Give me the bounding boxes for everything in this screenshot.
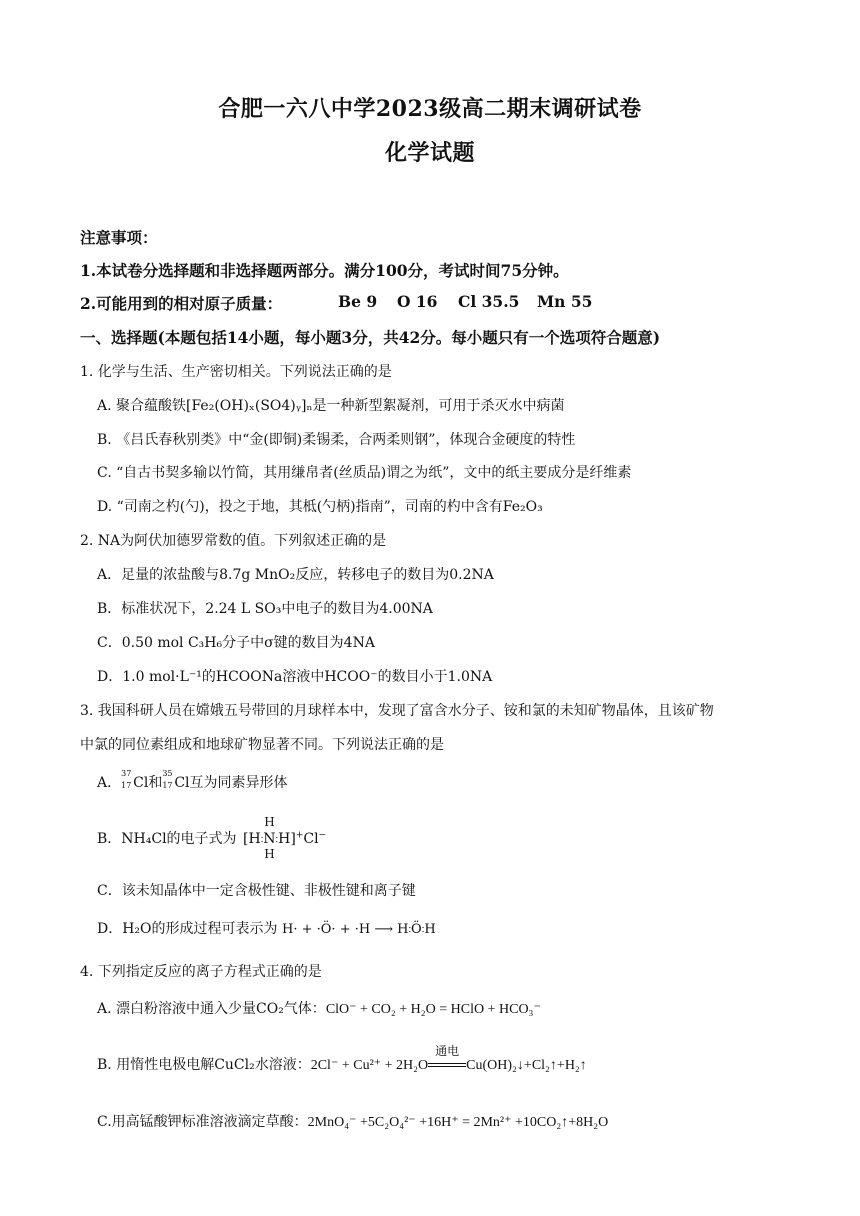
question-3-stem-line-2: 中氯的同位素组成和地球矿物显著不同。下列说法正确的是 (80, 737, 444, 753)
option-b-prefix: B. 用惰性电极电解CuCl₂水溶液： (97, 1057, 311, 1073)
question-3-option-a (97, 769, 288, 792)
option-a-text-1: Cl和 (133, 775, 163, 791)
option-a-equation: ClO⁻ + CO₂ + H₂O = HClO + HCO₃⁻ (325, 1002, 541, 1017)
atomic-mass-cl: Cl 35.5 (458, 292, 520, 311)
option-b-right: Cu(OH)₂↓+Cl₂↑+H₂↑ (466, 1058, 587, 1073)
water-formation-diagram: H· + ·Ö· + ·H ⟶ H∶Ö∶H (281, 922, 436, 937)
option-d-prefix: D．H₂O的形成过程可表示为 (97, 921, 278, 937)
question-3-option-c: C．该未知晶体中一定含极性键、非极性键和离子键 (97, 883, 416, 899)
question-3-option-b (97, 815, 327, 861)
question-2-option-b: B．标准状况下，2.24 L SO₃中电子的数目为4.00NA (97, 601, 433, 617)
question-2-option-d: D．1.0 mol·L⁻¹的HCOONa溶液中HCOO⁻的数目小于1.0NA (97, 669, 493, 685)
option-a-prefix: A． (97, 775, 122, 791)
nh4cl-electron-formula: [H∶N H H ∶H]+Cl− (243, 815, 327, 861)
option-a-text-2: Cl互为同素异形体 (174, 775, 288, 791)
option-c-prefix: C.用高锰酸钾标准溶液滴定草酸： (97, 1114, 308, 1130)
question-1-option-b: B. 《吕氏春秋别类》中“金(即铜)柔锡柔，合两柔则钢”，体现合金硬度的特性 (97, 432, 576, 448)
atomic-mass-o: O 16 (397, 292, 438, 311)
question-4-option-a (97, 998, 541, 1018)
question-1-stem: 1. 化学与生活、生产密切相关。下列说法正确的是 (80, 364, 392, 380)
option-a-prefix: A. 漂白粉溶液中通入少量CO₂气体： (97, 1001, 326, 1017)
notes-line-2-label: 2.可能用到的相对原子质量： (80, 294, 283, 313)
electrolysis-condition: 通电 (435, 1044, 460, 1058)
section-heading: 一、选择题(本题包括14小题，每小题3分，共42分。每小题只有一个选项符合题意) (80, 328, 661, 347)
electrolysis-arrow (428, 1044, 466, 1073)
option-c-equation: 2MnO₄⁻ +5C₂O₄²⁻ +16H⁺ = 2Mn²⁺ +10CO₂↑+8H₂O (307, 1115, 609, 1130)
question-1-option-c: C. “自古书契多输以竹简，其用缣帛者(丝质品)谓之为纸”，文中的纸主要成分是纤维素 (97, 465, 632, 481)
question-2-stem: 2. NA为阿伏加德罗常数的值。下列叙述正确的是 (80, 533, 387, 549)
option-b-left: 2Cl⁻ + Cu²⁺ + 2H₂O (310, 1058, 429, 1073)
question-2-option-a: A．足量的浓盐酸与8.7g MnO₂反应，转移电子的数目为0.2NA (97, 567, 494, 583)
question-3-option-d (97, 918, 436, 938)
atomic-mass-mn: Mn 55 (537, 292, 593, 311)
question-4-option-b (97, 1044, 587, 1074)
option-b-prefix: B．NH₄Cl的电子式为 (97, 831, 237, 847)
exam-title: 合肥一六八中学2023级高二期末调研试卷 (218, 96, 642, 122)
isotope-cl-37: 37 17 (121, 769, 132, 790)
question-1-option-a: A. 聚合蕴酸铁[Fe₂(OH)ₓ(SO4)ᵧ]ₙ是一种新型絮凝剂，可用于杀灭水中病菌 (97, 398, 565, 414)
exam-subject: 化学试题 (384, 140, 475, 166)
isotope-cl-35: 35 17 (162, 769, 173, 790)
question-4-stem: 4. 下列指定反应的离子方程式正确的是 (80, 964, 322, 980)
notes-heading: 注意事项： (80, 228, 158, 247)
question-1-option-d: D. “司南之杓(勺)，投之于地，其柢(勺柄)指南”，司南的杓中含有Fe₂O₃ (97, 499, 543, 515)
question-3-stem-line-1: 3. 我国科研人员在嫦娥五号带回的月球样本中，发现了富含水分子、铵和氯的未知矿物晶体，且该矿物 (80, 703, 714, 719)
question-4-option-c (97, 1111, 608, 1131)
notes-line-1: 1.本试卷分选择题和非选择题两部分。满分100分，考试时间75分钟。 (80, 261, 569, 280)
atomic-mass-be: Be 9 (338, 292, 378, 311)
question-2-option-c: C．0.50 mol C₃H₆分子中σ键的数目为4NA (97, 635, 375, 651)
